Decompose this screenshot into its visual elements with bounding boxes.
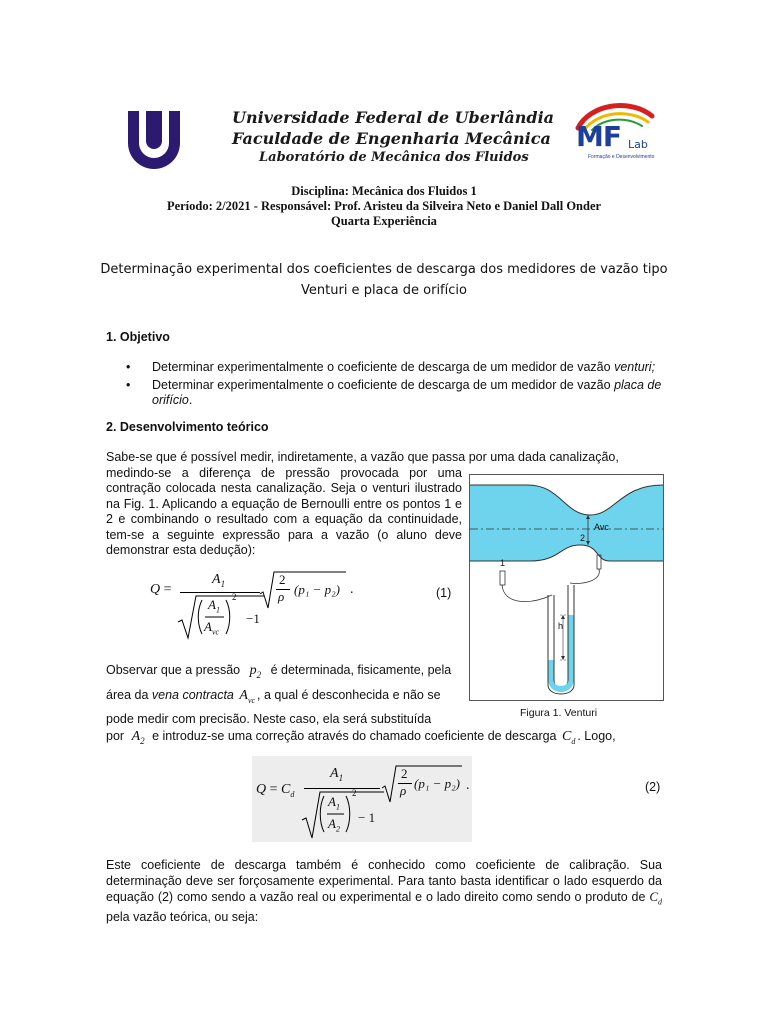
mflab-logo bbox=[570, 98, 660, 168]
text: por bbox=[106, 729, 125, 743]
math-a2: $A_2$ bbox=[131, 729, 145, 746]
eq2-minus-one: − 1 bbox=[358, 810, 376, 825]
faculty-name: Faculdade de Engenharia Mecânica bbox=[232, 129, 551, 148]
objective-emphasis: placa de orifício bbox=[152, 377, 662, 407]
eq1-den-num: $A_1$ bbox=[208, 597, 220, 615]
eq2-lhs: $Q = C_d$ bbox=[256, 782, 295, 799]
paragraph-intro-rest: medindo-se a diferença de pressão provocada por uma contração colocada nesta canalização. Seja o venturi ilustrado na Fig. 1. Aplicando a equação de Bernoulli entre os pontos 1 e 2 e combinando o resultado com a equação da continuidade, tem-se a seguinte expressão para a vazão (o aluno deve demonstrar esta dedução): bbox=[106, 465, 462, 557]
equation-2 bbox=[252, 756, 472, 842]
figure-caption: Figura 1. Venturi bbox=[520, 707, 598, 719]
text: , a qual é desconhecida e não se bbox=[257, 688, 441, 702]
paragraph-vena-line2 bbox=[106, 688, 466, 705]
eq2-rho: ρ bbox=[400, 783, 407, 798]
eq2-numerator: $A_1$ bbox=[330, 766, 344, 783]
label-avc: Avc bbox=[594, 522, 609, 532]
text: pela vazão teórica, ou seja: bbox=[106, 910, 259, 925]
doc-title-line2: Venturi e placa de orifício bbox=[301, 283, 467, 298]
text: é determinada, fisicamente, pela bbox=[270, 663, 452, 677]
objective-text: Determinar experimentalmente o coeficiente de descarga de um medidor de vazão bbox=[152, 360, 615, 374]
equation-1 bbox=[150, 570, 380, 640]
mflab-main-text: MF bbox=[576, 120, 621, 153]
discipline-line: Disciplina: Mecânica dos Fluidos 1 bbox=[291, 184, 477, 198]
eq2-fraction-bar bbox=[304, 788, 380, 789]
math-p2: $p_2$ bbox=[249, 663, 262, 680]
eq1-two: 2 bbox=[279, 572, 286, 587]
section2-heading: 2. Desenvolvimento teórico bbox=[106, 420, 269, 434]
eq1-Q: Q = bbox=[150, 582, 172, 597]
mflab-tagline: Formação e Desenvolvimento bbox=[588, 154, 655, 160]
doc-title-line1: Determinação experimental dos coeficientes de descarga dos medidores de vazão tipo bbox=[100, 262, 668, 277]
eq1-den-den: $A_{vc}$ bbox=[204, 619, 220, 637]
math-avc: $A_{vc}$ bbox=[239, 688, 256, 705]
paragraph-vena-line4 bbox=[106, 729, 666, 746]
eq1-square: 2 bbox=[232, 592, 237, 602]
paragraph-vena-line3: pode medir com precisão. Neste caso, ela será substituída bbox=[106, 712, 432, 726]
paragraph-calibration bbox=[106, 858, 662, 926]
objective-emphasis: venturi; bbox=[614, 360, 656, 374]
venturi-diagram bbox=[470, 475, 663, 700]
label-point-2: 2 bbox=[580, 533, 586, 543]
university-name: Universidade Federal de Uberlândia bbox=[232, 108, 555, 127]
eq1-pressure-diff: (p₁ − p₂) bbox=[294, 582, 340, 597]
figure-venturi bbox=[469, 474, 664, 701]
objective-list bbox=[106, 360, 666, 411]
ufu-logo bbox=[124, 107, 184, 169]
period-line: Período: 2/2021 - Responsável: Prof. Aristeu da Silveira Neto e Daniel Dall Onder bbox=[166, 199, 602, 213]
paragraph-vena-line1 bbox=[106, 663, 466, 680]
math-cd: $C_d$ bbox=[562, 729, 576, 746]
paragraph-intro-line1: Sabe-se que é possível medir, indiretamente, a vazão que passa por uma dada canalização, bbox=[106, 450, 619, 464]
text: vena contracta bbox=[151, 688, 234, 702]
mflab-lab-text: Lab bbox=[628, 138, 648, 151]
equation-1-number: (1) bbox=[436, 586, 452, 600]
section1-heading: 1. Objetivo bbox=[106, 330, 170, 344]
text: área da bbox=[106, 688, 149, 702]
label-h: h bbox=[558, 621, 564, 631]
text: Este coeficiente de descarga também é conhecido como coeficiente de calibração. Sua determinação deve ser forçosamente experimental. Para tanto basta identificar o lado esquerdo da equação (2) como sendo a vazão real ou experimental e o lado direito como sendo o produto de bbox=[106, 858, 662, 904]
text: e introduz-se uma correção através do chamado coeficiente de descarga bbox=[152, 729, 557, 743]
eq1-rho: ρ bbox=[278, 589, 285, 604]
eq2-dot: . bbox=[466, 778, 470, 793]
text: . Logo, bbox=[577, 729, 616, 743]
label-point-1: 1 bbox=[500, 558, 506, 568]
objective-end: . bbox=[188, 393, 193, 407]
eq2-den-num: $A_1$ bbox=[328, 794, 340, 812]
eq1-minus-one: −1 bbox=[246, 611, 260, 626]
eq2-two: 2 bbox=[401, 766, 408, 781]
text: Observar que a pressão bbox=[106, 663, 241, 677]
objective-item-venturi bbox=[106, 360, 666, 376]
lab-name: Laboratório de Mecânica dos Fluidos bbox=[259, 150, 529, 165]
math-cd-inline: $C_d$ bbox=[649, 889, 662, 907]
experiment-line: Quarta Experiência bbox=[331, 214, 437, 228]
eq2-square: 2 bbox=[352, 788, 357, 798]
eq1-fraction-bar bbox=[180, 592, 260, 593]
eq1-numerator: $A_1$ bbox=[212, 572, 226, 589]
eq2-den-den: $A_2$ bbox=[328, 816, 340, 834]
objective-item-orifice bbox=[106, 378, 666, 409]
eq2-pressure-diff: (p₁ − p₂) bbox=[414, 776, 460, 791]
objective-text: Determinar experimentalmente o coeficiente de descarga de um medidor de vazão bbox=[152, 377, 615, 392]
equation-2-number: (2) bbox=[645, 780, 661, 794]
eq1-dot: . bbox=[350, 582, 354, 597]
